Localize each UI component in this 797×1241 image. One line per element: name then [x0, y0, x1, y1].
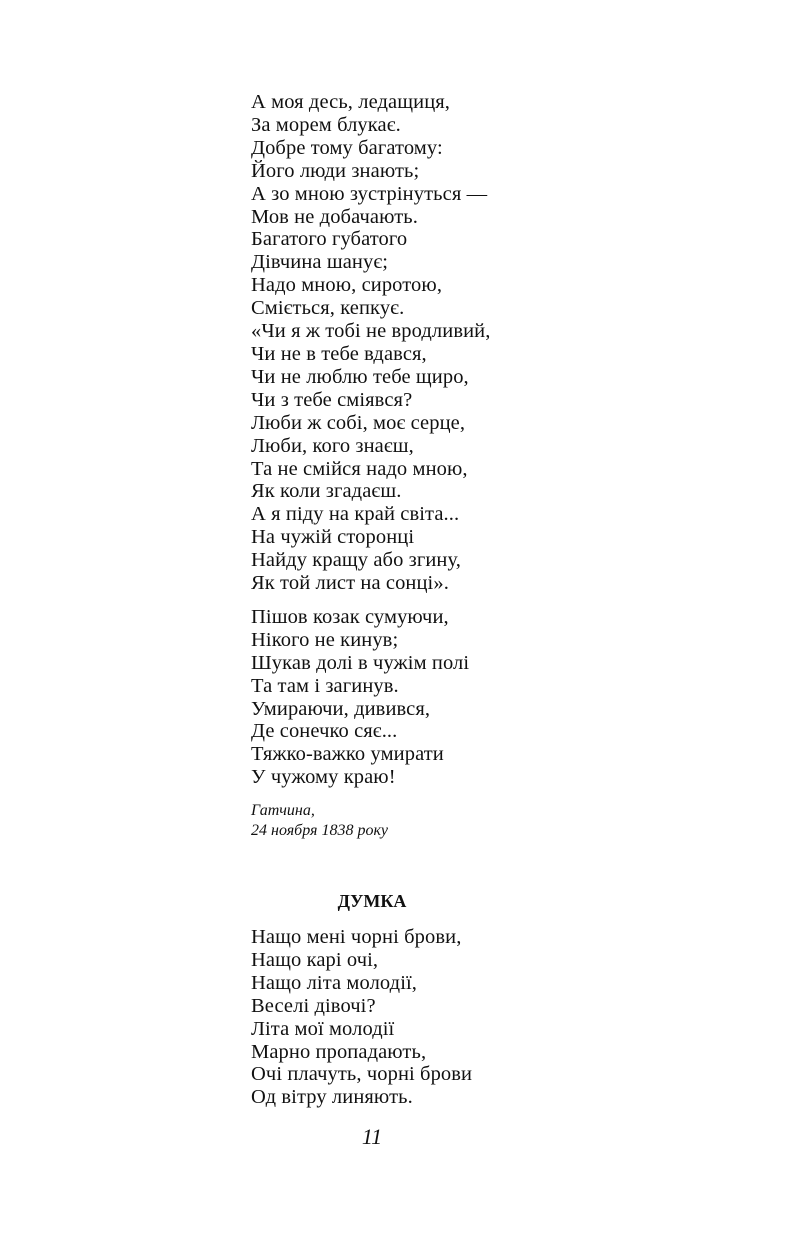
- verse-line: Та там і загинув.: [251, 674, 399, 697]
- verse-line: Нащо мені чорні брови,: [251, 926, 462, 948]
- verse-line: Та не смійся надо мною,: [251, 457, 468, 480]
- verse-line: Тяжко-важко умирати: [251, 743, 444, 766]
- verse-line: Найду кращу або згину,: [251, 549, 462, 572]
- verse-line: Добре тому багатому:: [251, 136, 443, 159]
- verse-line: Як коли згадаєш.: [251, 480, 402, 503]
- verse-line: Нащо літа молодії,: [251, 971, 418, 994]
- verse-line: Де сонечко сяє...: [251, 720, 398, 743]
- poem-dumka: [251, 926, 472, 1109]
- verse-line: Нащо карі очі,: [251, 948, 379, 971]
- verse-line: Його люди знають;: [251, 159, 420, 182]
- verse-line: Люби, кого знаєш,: [251, 434, 414, 457]
- verse-line: Од вітру линяють.: [251, 1086, 413, 1109]
- dateline-date: 24 ноября 1838 року: [251, 822, 389, 840]
- verse-line: Нікого не кинув;: [251, 628, 399, 651]
- verse-line: Надо мною, сиротою,: [251, 274, 443, 297]
- verse-line: Дівчина шанує;: [251, 251, 389, 274]
- verse-line: А моя десь, ледащиця,: [251, 91, 451, 113]
- verse-line: Веселі дівочі?: [251, 994, 376, 1017]
- dateline-place: Гатчина,: [251, 802, 315, 820]
- verse-line: За морем блукає.: [251, 113, 401, 136]
- verse-line: Пішов козак сумуючи,: [251, 605, 449, 628]
- verse-line: Люби ж собі, моє серце,: [251, 411, 466, 434]
- verse-line: Чи не в тебе вдався,: [251, 342, 427, 365]
- verse-line: Мов не добачають.: [251, 205, 418, 228]
- stanza-2: [251, 606, 551, 789]
- verse-line: Як той лист на сонці».: [251, 572, 449, 595]
- verse-line: Очі плачуть, чорні брови: [251, 1063, 473, 1086]
- verse-line: Шукав долі в чужім полі: [251, 651, 470, 674]
- verse-line: Літа мої молодії: [251, 1017, 395, 1040]
- poem-title: ДУМКА: [337, 891, 407, 911]
- stanza-1: [251, 91, 551, 595]
- verse-line: А я піду на край світа...: [251, 503, 460, 526]
- stanza-gap: [251, 595, 551, 606]
- verse-line: Чи не люблю тебе щиро,: [251, 365, 469, 388]
- dateline: [251, 801, 551, 841]
- verse-line: А зо мною зустрінуться —: [251, 182, 488, 205]
- verse-line: Сміється, кепкує.: [251, 297, 405, 320]
- verse-line: На чужій сторонці: [251, 526, 415, 549]
- verse-line: «Чи я ж тобі не вродливий,: [251, 320, 491, 343]
- verse-line: Марно пропадають,: [251, 1040, 427, 1063]
- poem-continuation: [251, 91, 551, 841]
- verse-line: Чи з тебе сміявся?: [251, 388, 413, 411]
- page-number: 11: [361, 1124, 383, 1149]
- verse-line: Умираючи, дивився,: [251, 697, 431, 720]
- verse-line: У чужому краю!: [251, 766, 396, 789]
- verse-line: Багатого губатого: [251, 228, 408, 251]
